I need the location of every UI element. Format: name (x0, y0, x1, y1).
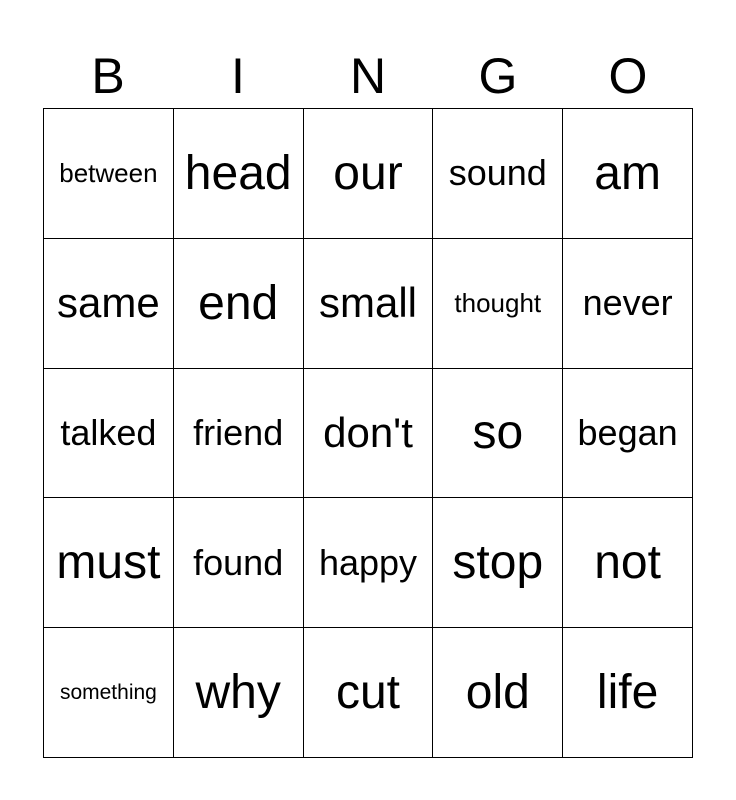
bingo-cell: our (304, 109, 434, 239)
bingo-cell: happy (304, 498, 434, 628)
bingo-cell: began (563, 369, 693, 499)
bingo-header (43, 44, 693, 108)
header-letter-b: B (91, 48, 125, 104)
header-letter-n: N (349, 48, 387, 104)
header-letter-g: G (478, 48, 518, 104)
header-letter-o: O (608, 48, 648, 104)
bingo-cell: not (563, 498, 693, 628)
bingo-cell: something (44, 628, 174, 758)
bingo-cell: never (563, 239, 693, 369)
bingo-cell: stop (433, 498, 563, 628)
bingo-grid (43, 108, 693, 758)
bingo-cell: talked (44, 369, 174, 499)
bingo-cell: end (174, 239, 304, 369)
bingo-cell: cut (304, 628, 434, 758)
bingo-cell: so (433, 369, 563, 499)
bingo-cell: found (174, 498, 304, 628)
bingo-cell: head (174, 109, 304, 239)
bingo-cell: small (304, 239, 434, 369)
bingo-cell: why (174, 628, 304, 758)
bingo-cell: thought (433, 239, 563, 369)
bingo-cell: old (433, 628, 563, 758)
bingo-cell: don't (304, 369, 434, 499)
bingo-cell: friend (174, 369, 304, 499)
bingo-cell: must (44, 498, 174, 628)
bingo-cell: life (563, 628, 693, 758)
bingo-cell: am (563, 109, 693, 239)
bingo-cell: between (44, 109, 174, 239)
header-letter-i: I (231, 48, 245, 104)
bingo-cell: same (44, 239, 174, 369)
bingo-cell: sound (433, 109, 563, 239)
